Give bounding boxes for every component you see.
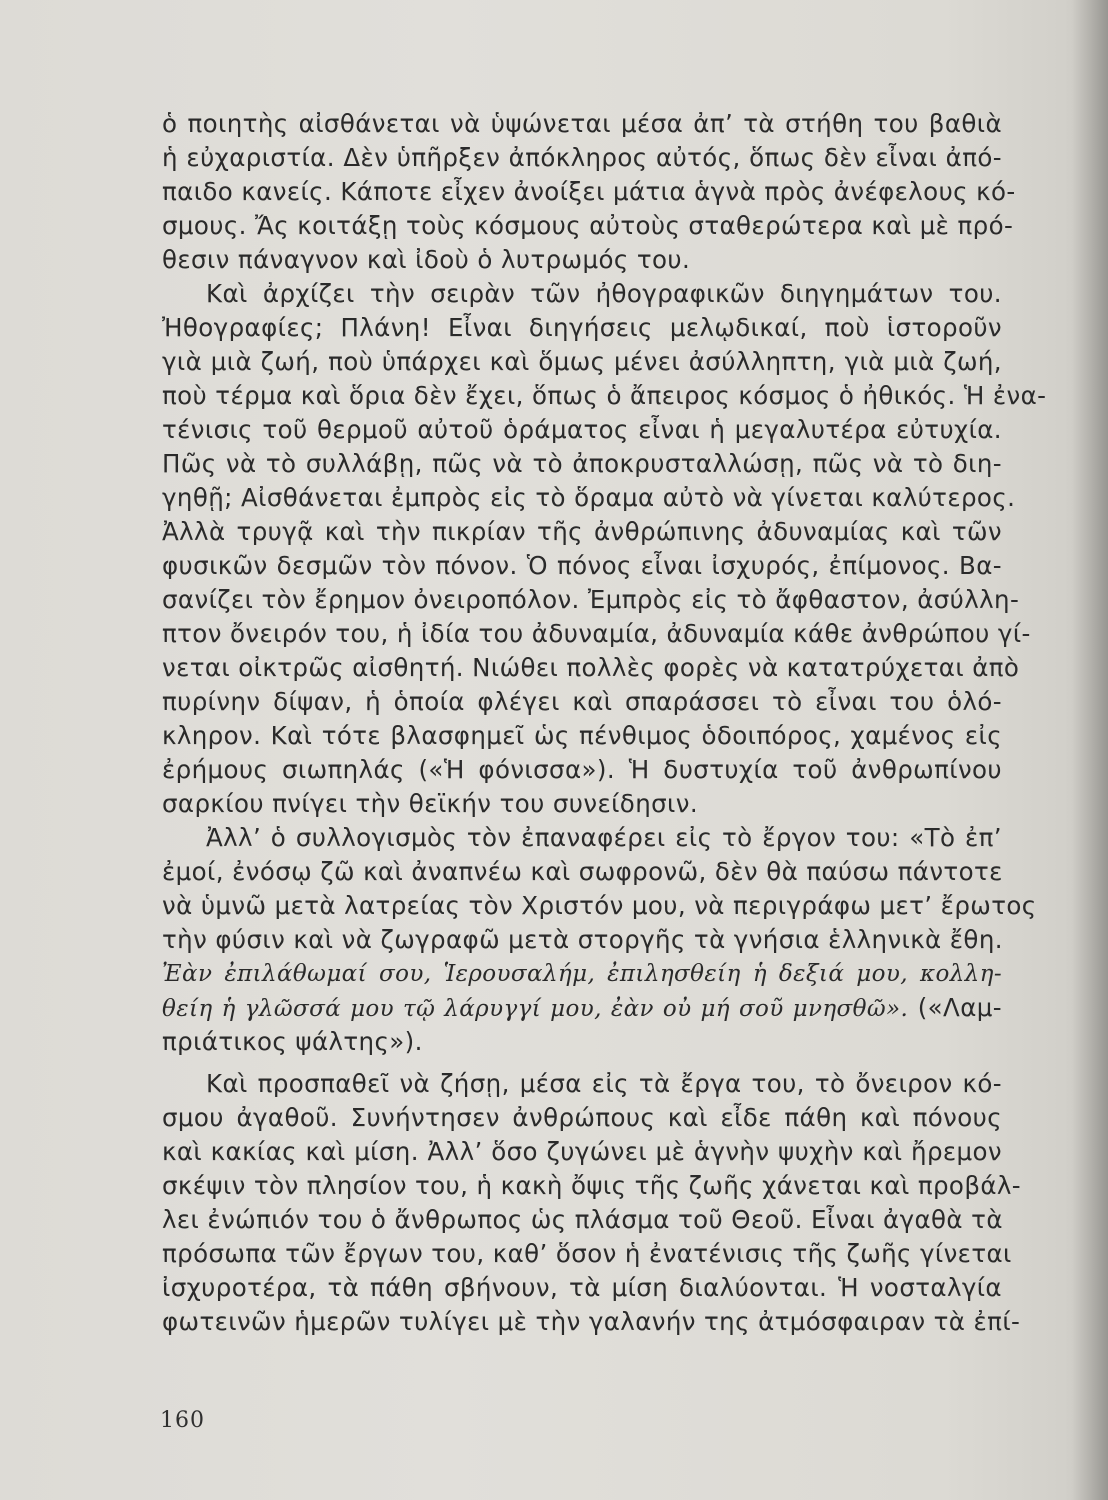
- text-line: ἐμοί, ἐνόσῳ ζῶ καὶ ἀναπνέω καὶ σωφρονῶ, δὲν θὰ παύσω πάντοτε: [162, 857, 1003, 886]
- text-line: Καὶ ἀρχίζει τὴν σειρὰν τῶν ἠθογραφικῶν διηγημάτων του.: [206, 279, 1002, 308]
- page-number: 160: [160, 1408, 205, 1433]
- text-line: πρόσωπα τῶν ἔργων του, καθ’ ὅσον ἡ ἐνατένισις τῆς ζωῆς γίνεται: [162, 1239, 1012, 1268]
- text-line: παιδο κανείς. Κάποτε εἶχεν ἀνοίξει μάτια ἁγνὰ πρὸς ἀνέφελους κό-: [162, 177, 1016, 206]
- text-line: ὁ ποιητὴς αἰσθάνεται νὰ ὑψώνεται μέσα ἀπ’ τὰ στήθη του βαθιὰ: [162, 109, 1002, 138]
- spine-shadow: [1072, 0, 1108, 1500]
- text-line: Ἀλλὰ τρυγᾷ καὶ τὴν πικρίαν τῆς ἀνθρώπινης ἀδυναμίας καὶ τῶν: [162, 517, 1002, 546]
- text-line: ποὺ τέρμα καὶ ὅρια δὲν ἔχει, ὅπως ὁ ἄπειρος κόσμος ὁ ἠθικός. Ἡ ἐνα-: [162, 381, 1047, 410]
- quote-fragment-italic: θείη ἡ γλῶσσά μου τῷ λάρυγγί μου, ἐὰν οὐ μή σοῦ μνησθῶ».: [162, 996, 909, 1022]
- body-text: [162, 107, 1047, 1339]
- text-line: πτον ὄνειρόν του, ἡ ἰδία του ἀδυναμία, ἀδυναμία κάθε ἀνθρώπου γί-: [162, 619, 1031, 648]
- text-line: κληρον. Καὶ τότε βλασφημεῖ ὡς πένθιμος ὁδοιπόρος, χαμένος εἰς: [162, 721, 1002, 750]
- text-line: γηθῇ; Αἰσθάνεται ἐμπρὸς εἰς τὸ ὅραμα αὐτὸ νὰ γίνεται καλύτερος.: [162, 483, 1016, 512]
- text-line: θεσιν πάναγνον καὶ ἰδοὺ ὁ λυτρωμός του.: [162, 245, 691, 274]
- text-line: σαρκίου πνίγει τὴν θεϊκήν του συνείδησιν.: [162, 789, 699, 818]
- text-line: Ἠθογραφίες; Πλάνη! Εἶναι διηγήσεις μελῳδικαί, ποὺ ἱστοροῦν: [162, 313, 1002, 342]
- text-line: σμους. Ἄς κοιτάξῃ τοὺς κόσμους αὐτοὺς σταθερώτερα καὶ μὲ πρό-: [162, 211, 1014, 240]
- text-line: τὴν φύσιν καὶ νὰ ζωγραφῶ μετὰ στοργῆς τὰ γνήσια ἑλληνικὰ ἔθη.: [162, 925, 1003, 954]
- text-line: ἡ εὐχαριστία. Δὲν ὑπῆρξεν ἀπόκληρος αὐτός, ὅπως δὲν εἶναι ἀπό-: [162, 143, 1002, 172]
- text-line: πυρίνην δίψαν, ἡ ὁποία φλέγει καὶ σπαράσσει τὸ εἶναι του ὁλό-: [162, 687, 1002, 716]
- text-line: ἰσχυροτέρα, τὰ πάθη σβήνουν, τὰ μίση διαλύονται. Ἡ νοσταλγία: [162, 1273, 1002, 1302]
- text-line: ἐρήμους σιωπηλάς («Ἡ φόνισσα»). Ἡ δυστυχία τοῦ ἀνθρωπίνου: [162, 755, 1002, 784]
- quote-fragment-roman: («Λαμ-: [917, 993, 1002, 1022]
- text-line: σμου ἀγαθοῦ. Συνήντησεν ἀνθρώπους καὶ εἶδε πάθη καὶ πόνους: [162, 1103, 1002, 1132]
- paragraph-gap: [162, 1059, 1002, 1067]
- quote-line-mixed: [162, 991, 1002, 1025]
- text-line: τένισις τοῦ θερμοῦ αὐτοῦ ὁράματος εἶναι ἡ μεγαλυτέρα εὐτυχία.: [162, 415, 1002, 444]
- text-line: γιὰ μιὰ ζωή, ποὺ ὑπάρχει καὶ ὅμως μένει ἀσύλληπτη, γιὰ μιὰ ζωή,: [162, 347, 1002, 376]
- text-line: Πῶς νὰ τὸ συλλάβῃ, πῶς νὰ τὸ ἀποκρυσταλλώσῃ, πῶς νὰ τὸ διη-: [162, 449, 1002, 478]
- text-line: φυσικῶν δεσμῶν τὸν πόνον. Ὁ πόνος εἶναι ἰσχυρός, ἐπίμονος. Βα-: [162, 551, 1002, 580]
- text-line: πριάτικος ψάλτης»).: [162, 1027, 423, 1056]
- text-line: καὶ κακίας καὶ μίση. Ἀλλ’ ὅσο ζυγώνει μὲ ἁγνὴν ψυχὴν καὶ ἤρεμον: [162, 1137, 1002, 1166]
- text-line: σανίζει τὸν ἔρημον ὀνειροπόλον. Ἐμπρὸς εἰς τὸ ἄφθαστον, ἀσύλλη-: [162, 585, 1020, 614]
- text-line: νὰ ὑμνῶ μετὰ λατρείας τὸν Χριστόν μου, νὰ περιγράφω μετ’ ἔρωτος: [162, 891, 1037, 920]
- text-line: Ἀλλ’ ὁ συλλογισμὸς τὸν ἐπαναφέρει εἰς τὸ ἔργον του: «Τὸ ἐπ’: [206, 823, 1002, 852]
- text-line: σκέψιν τὸν πλησίον του, ἡ κακὴ ὄψις τῆς ζωῆς χάνεται καὶ προβάλ-: [162, 1171, 1022, 1200]
- quote-line-italic: Ἐὰν ἐπιλάθωμαί σου, Ἱερουσαλήμ, ἐπιλησθείη ἡ δεξιά μου, κολλη-: [162, 961, 1002, 987]
- text-line: λει ἐνώπιόν του ὁ ἄνθρωπος ὡς πλάσμα τοῦ Θεοῦ. Εἶναι ἀγαθὰ τὰ: [162, 1205, 1003, 1234]
- text-line: φωτεινῶν ἡμερῶν τυλίγει μὲ τὴν γαλανήν της ἀτμόσφαιραν τὰ ἐπί-: [162, 1307, 1021, 1336]
- text-line: νεται οἰκτρῶς αἰσθητή. Νιώθει πολλὲς φορὲς νὰ κατατρύχεται ἀπὸ: [162, 653, 1020, 682]
- text-line: Καὶ προσπαθεῖ νὰ ζήσῃ, μέσα εἰς τὰ ἔργα του, τὸ ὄνειρον κό-: [206, 1069, 1002, 1098]
